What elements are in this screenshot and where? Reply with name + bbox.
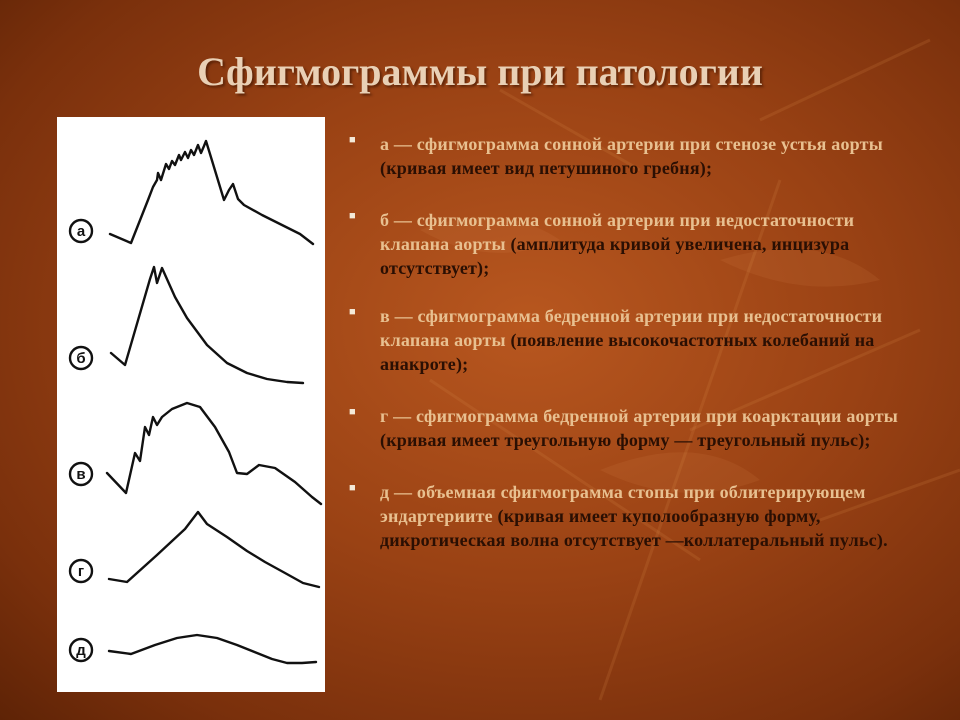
list-item (347, 480, 917, 552)
item-title: в — сфигмограмма бедренной артерии при недостаточности клапана аорты (380, 306, 883, 350)
item-title: г — сфигмограмма бедренной артерии при коарктации аорты (380, 406, 898, 426)
list-item (347, 304, 917, 376)
bullet-square-icon: ■ (349, 306, 356, 318)
curve-g (109, 512, 319, 587)
item-title: а — сфигмограмма сонной артерии при стенозе устья аорты (380, 134, 883, 154)
curve-label-v: в (76, 466, 86, 483)
curve-label-d: д (76, 642, 86, 659)
curve-b (111, 267, 303, 383)
slide-title: Сфигмограммы при патологии (197, 49, 763, 94)
description-list (347, 132, 917, 580)
sphygmogram-figure (57, 117, 325, 692)
bullet-square-icon: ■ (349, 210, 356, 222)
list-item (347, 132, 917, 180)
item-title: д — объемная сфигмограмма стопы при облитерирующем эндартериите (380, 482, 866, 526)
bullet-square-icon: ■ (349, 406, 356, 418)
item-note: (кривая имеет куполообразную форму, дикротическая волна отсутствует —коллатеральный пульс). (380, 506, 888, 550)
bullet-square-icon: ■ (349, 482, 356, 494)
curve-label-g: г (77, 563, 85, 580)
bullet-square-icon: ■ (349, 134, 356, 146)
item-note: (появление высокочастотных колебаний на анакроте); (380, 330, 875, 374)
item-note: (кривая имеет треугольную форму — треугольный пульс); (380, 430, 871, 450)
curve-label-a: а (76, 223, 86, 240)
list-item (347, 208, 917, 280)
item-title: б — сфигмограмма сонной артерии при недостаточности клапана аорты (380, 210, 855, 254)
curve-label-b: б (76, 350, 86, 367)
item-note: (амплитуда кривой увеличена, инцизура отсутствует); (380, 234, 850, 278)
curve-v (107, 403, 321, 504)
curve-a (110, 141, 313, 244)
item-note: (кривая имеет вид петушиного гребня); (380, 158, 713, 178)
curve-d (109, 635, 316, 663)
list-item (347, 404, 917, 452)
